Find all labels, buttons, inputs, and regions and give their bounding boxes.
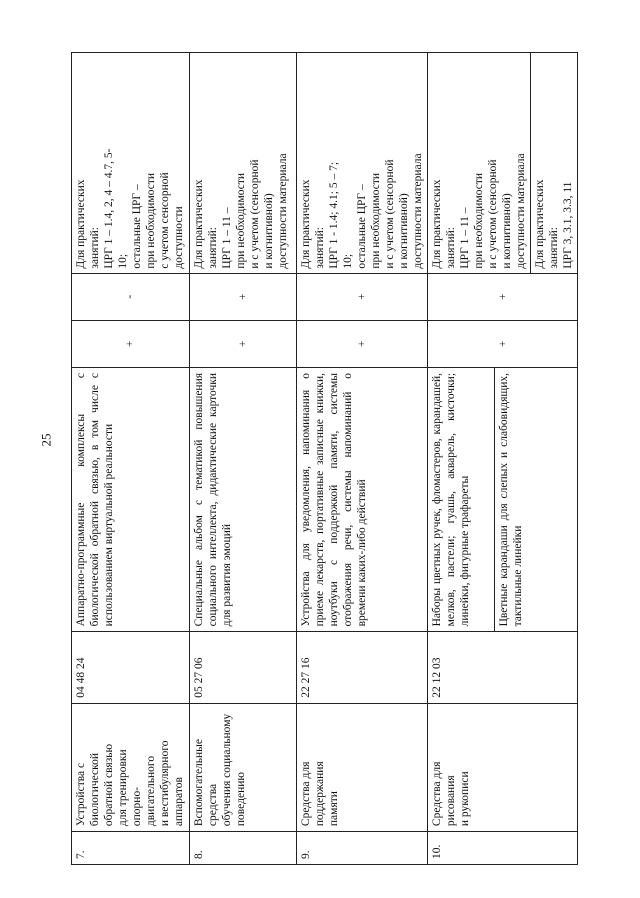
item-description	[428, 367, 578, 631]
item-name: Средства для поддержания памяти	[297, 703, 428, 831]
row-number: 7.	[72, 832, 190, 865]
row-number: 9.	[297, 832, 428, 865]
mark-column-b: +	[428, 273, 578, 320]
item-code: 04 48 24	[72, 632, 190, 703]
item-description: Специальные альбом с тематикой повышения социального интеллекта, дидактические карточки для развития эмоций	[190, 367, 297, 631]
equipment-table	[71, 52, 578, 865]
item-description: Устройства для уведомления, напоминания о приеме лекарств, портативные записные книжки, ноутбуки с поддержкой памяти, системы отображения речи, системы напоминаний о времени каких-либо действий	[297, 367, 428, 631]
item-name: Устройства с биологической обратной связью для тренировки опорно- двигательного и вестибулярного аппаратов	[72, 703, 190, 831]
item-code: 22 12 03	[428, 632, 578, 703]
table-row	[190, 53, 297, 865]
page-number: 25	[38, 433, 54, 447]
item-description: Аппаратно-программные комплексы с биологической обратной связью, в том числе с использованием виртуальной реальности	[72, 367, 190, 631]
mark-column-b: +	[190, 273, 297, 320]
usage-note-sub: Для практических занятий: ЦРГ 3, 3.1, 3.3, 11	[534, 179, 575, 269]
usage-note: Для практических занятий: ЦРГ 1 – 11 – при необходимости и с учетом (сенсорной и когнитивной) доступности материала	[190, 53, 297, 274]
description-sub: Цветные карандаши для слепых и слабовидящих, тактильные линейки	[494, 368, 525, 631]
mark-column-a: +	[428, 320, 578, 367]
item-name: Вспомогательные средства обучения социальному поведению	[190, 703, 297, 831]
usage-note: Для практических занятий: ЦРГ 1 - 1.4; 4.1; 5 – 7; 10; остальные ЦРГ – при необходимости и с учетом (сенсорной и когнитивной) доступности материала	[297, 53, 428, 274]
mark-column-a: +	[297, 320, 428, 367]
mark-column-b: +	[297, 273, 428, 320]
rotated-table-region	[71, 52, 575, 865]
mark-column-a: +	[72, 320, 190, 367]
mark-column-b: -	[72, 273, 190, 320]
item-code: 05 27 06	[190, 632, 297, 703]
table-row	[297, 53, 428, 865]
description-main: Наборы цветных ручек, фломастеров, карандашей, мелков, пастели; гуашь, акварель, кисточки; линейки, фигурные трафареты	[431, 372, 472, 627]
usage-note: Для практических занятий: ЦРГ 1 – 1.4, 2, 4 – 4.7, 5- 10; остальные ЦРГ – при необходимости с учетом сенсорной доступности	[72, 53, 190, 274]
usage-note: Для практических занятий: ЦРГ 1 – 11 – при необходимости и с учетом (сенсорной и когнитивной) доступности материала Для практических занятий: ЦРГ 3, 3.1, 3.3, 11	[428, 53, 578, 274]
mark-column-a: +	[190, 320, 297, 367]
row-number: 10.	[428, 832, 578, 865]
item-code: 22 27 16	[297, 632, 428, 703]
item-name: Средства для рисования и рукописи	[428, 703, 578, 831]
table-row	[72, 53, 190, 865]
row-number: 8.	[190, 832, 297, 865]
table-row	[428, 53, 578, 865]
